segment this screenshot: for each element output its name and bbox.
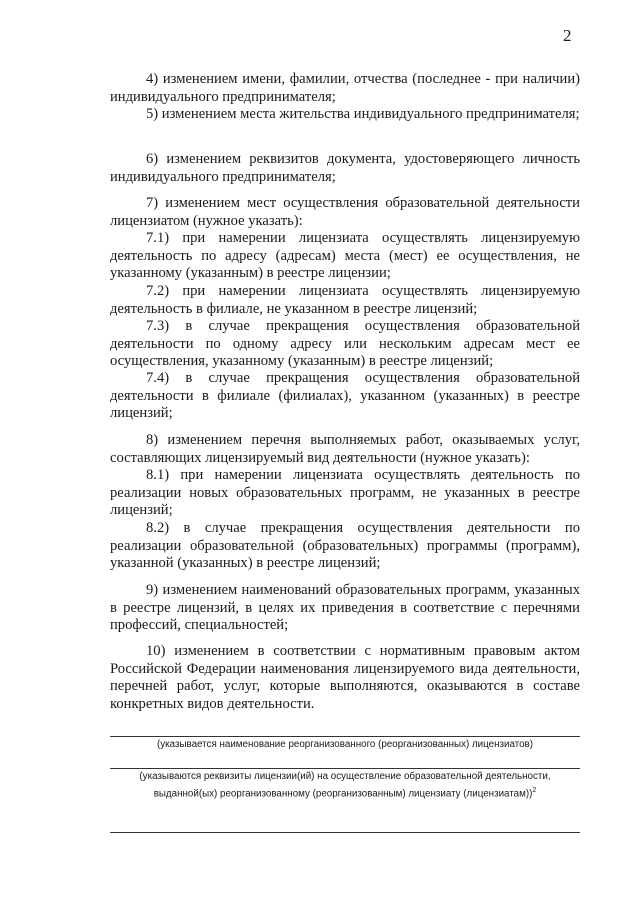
paragraph-item-6: 6) изменением реквизитов документа, удостоверяющего личность индивидуального предпринимателя;: [110, 151, 580, 185]
license-details-caption-2: [110, 784, 580, 801]
paragraph-item-7: 7) изменением мест осуществления образовательной деятельности лицензиатом (нужное указать):: [110, 195, 580, 229]
paragraph-item-7-1: 7.1) при намерении лицензиата осуществлять лицензируемую деятельность по адресу (адресам) места (мест) ее осуществления, не указанному (указанным) в реестре лицензии;: [110, 230, 580, 281]
paragraph-item-8-1: 8.1) при намерении лицензиата осуществлять деятельность по реализации новых образовательных программ, не указанных в реестре лицензий;: [110, 467, 580, 518]
paragraph-item-8: 8) изменением перечня выполняемых работ, оказываемых услуг, составляющих лицензируемый вид деятельности (нужное указать):: [110, 432, 580, 466]
paragraph-item-7-2: 7.2) при намерении лицензиата осуществлять лицензируемую деятельность в филиале, не указанном в реестре лицензий;: [110, 283, 580, 317]
paragraph-item-9: 9) изменением наименований образовательных программ, указанных в реестре лицензий, в целях их приведения в соответствие с перечнями профессий, специальностей;: [110, 582, 580, 633]
paragraph-item-7-4: 7.4) в случае прекращения осуществления образовательной деятельности в филиале (филиалах), указанном (указанных) в реестре лицензий;: [110, 370, 580, 421]
paragraph-item-10: 10) изменением в соответствии с нормативным правовым актом Российской Федерации наименования лицензируемого вида деятельности, перечней работ, услуг, которые выполняются, оказываются в составе конкретных видов деятельности.: [110, 643, 580, 712]
paragraph-item-4: 4) изменением имени, фамилии, отчества (последнее - при наличии) индивидуального предпринимателя;: [110, 71, 580, 105]
footnote-mark: 2: [532, 787, 537, 794]
page-number: 2: [563, 26, 572, 45]
paragraph-item-7-3: 7.3) в случае прекращения осуществления образовательной деятельности по одному адресу или нескольким адресам мест ее осуществления, указанному (указанным) в реестре лицензий;: [110, 318, 580, 369]
license-details-caption-1: (указываются реквизиты лицензии(ий) на осуществление образовательной деятельности,: [139, 771, 551, 782]
license-details-caption-text: выданной(ых) реорганизованному (реорганизованным) лицензиату (лицензиатам)): [153, 788, 533, 800]
reorganized-name-line: [110, 736, 580, 737]
bottom-blank-line: [110, 832, 580, 833]
reorganized-name-caption: (указывается наименование реорганизованного (реорганизованных) лицензиатов): [156, 739, 534, 750]
paragraph-item-5: 5) изменением места жительства индивидуального предпринимателя;: [146, 106, 580, 122]
paragraph-item-8-2: 8.2) в случае прекращения осуществления деятельности по реализации образовательной (образовательных) программы (программ), указанной (указанных) в реестре лицензий;: [110, 520, 580, 571]
license-details-line: [110, 768, 580, 769]
